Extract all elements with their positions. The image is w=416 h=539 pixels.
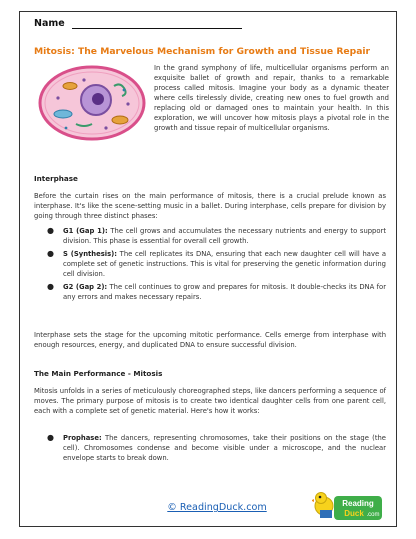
bullet-dot-icon: ● (47, 226, 54, 235)
worksheet-page (19, 11, 397, 527)
intro-paragraph: In the grand symphony of life, multicellular organisms perform an exquisite ballet of growth and repair, thanks to a remarkable process called mitosis. Imagine your body as a dynamic theater where cells tirelessly divide, creating new ones to fuel growth and replacing old or damaged ones to maintain your health. In this exploration, we will uncover how mitosis plays a pivotal role in the growth and tissue repair of multicellular organisms. (154, 64, 389, 132)
bullet-term: Prophase: (63, 434, 102, 442)
mitosis-bullet-list (34, 433, 386, 466)
interphase-closing-paragraph: Interphase sets the stage for the upcoming mitotic performance. Cells emerge from interphase with enough resources, energy, and duplicated DNA to ensure successful division. (34, 331, 386, 349)
list-item (34, 282, 386, 302)
logo-text-reading: Reading (342, 499, 374, 508)
reading-duck-logo-icon (312, 490, 384, 524)
bullet-dot-icon: ● (47, 282, 54, 291)
bullet-dot-icon: ● (47, 433, 54, 442)
list-item (34, 226, 386, 246)
bullet-term: G1 (Gap 1): (63, 227, 108, 235)
logo-text-com: .com (366, 512, 380, 518)
bullet-term: S (Synthesis): (63, 250, 117, 258)
list-item (34, 433, 386, 463)
page-title: Mitosis: The Marvelous Mechanism for Growth and Tissue Repair (34, 46, 371, 57)
bullet-text: The cell replicates its DNA, ensuring that each new daughter cell will have a complete set of genetic instructions. This is vital for preserving the genetic information during cell division. (63, 250, 386, 278)
bullet-term: G2 (Gap 2): (63, 283, 108, 291)
logo-text-duck: Duck (344, 509, 364, 518)
name-field-row (34, 18, 364, 32)
main-performance-paragraph: Mitosis unfolds in a series of meticulously choreographed steps, like dancers performing a sequence of moves. The primary purpose of mitosis is to create two identical daughter cells from one parent cell, each with a complete set of genetic material. Here's how it works: (34, 387, 386, 415)
list-item (34, 249, 386, 279)
bullet-text: The cell continues to grow and prepares for mitosis. It double-checks its DNA for any errors and makes necessary repairs. (63, 283, 386, 301)
interphase-heading: Interphase (34, 174, 78, 183)
cell-illustration-icon (36, 62, 148, 144)
name-blank-line[interactable] (72, 28, 242, 29)
main-performance-heading: The Main Performance - Mitosis (34, 369, 163, 378)
name-label: Name (34, 18, 65, 29)
interphase-bullet-list (34, 226, 386, 305)
bullet-dot-icon: ● (47, 249, 54, 258)
bullet-text: The cell grows and accumulates the necessary nutrients and energy to support division. This phase is essential for overall cell growth. (63, 227, 386, 245)
readingduck-link[interactable]: © ReadingDuck.com (167, 502, 267, 513)
interphase-paragraph: Before the curtain rises on the main performance of mitosis, there is a crucial prelude known as interphase. It's like the scene-setting music in a ballet. During interphase, cells prepare for division by going through three distinct phases: (34, 192, 386, 220)
bullet-text: The dancers, representing chromosomes, take their positions on the stage (the cell). Chromosomes condense and become visible under a microscope, and the nuclear envelope starts to break down. (63, 434, 386, 462)
